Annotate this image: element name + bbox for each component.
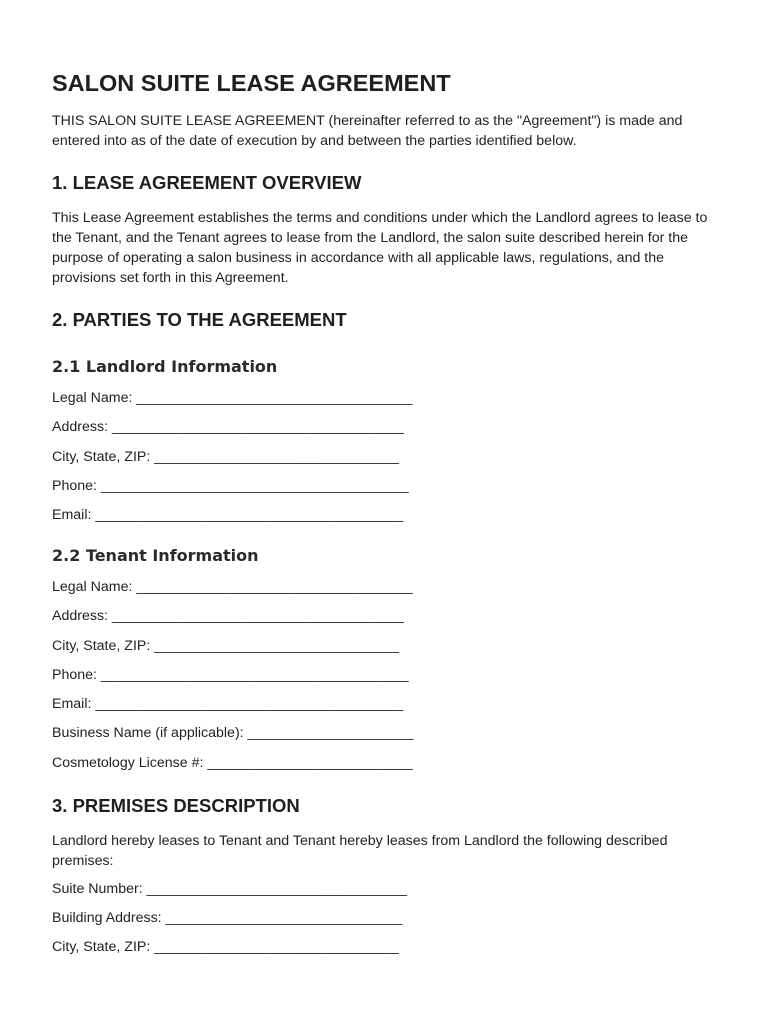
section-2-heading: 2. PARTIES TO THE AGREEMENT [52,309,347,330]
premises-city-state-zip-field[interactable]: City, State, ZIP: _______________________________ [52,939,399,955]
landlord-address-field[interactable]: Address: _____________________________________ [52,419,404,435]
tenant-info-heading: 2.2 Tenant Information [52,546,259,565]
document-title: SALON SUITE LEASE AGREEMENT [52,70,451,96]
landlord-info-heading: 2.1 Landlord Information [52,357,278,376]
tenant-license-field[interactable]: Cosmetology License #: __________________________ [52,755,413,771]
tenant-legal-name-field[interactable]: Legal Name: ___________________________________ [52,579,413,595]
tenant-city-state-zip-field[interactable]: City, State, ZIP: _______________________________ [52,638,399,654]
section-3-body: Landlord hereby leases to Tenant and Tenant hereby leases from Landlord the following described premises: [52,833,668,869]
tenant-business-name-field[interactable]: Business Name (if applicable): _____________________ [52,725,414,741]
suite-number-field[interactable]: Suite Number: _________________________________ [52,881,408,897]
section-3-heading: 3. PREMISES DESCRIPTION [52,795,300,816]
section-1-heading: 1. LEASE AGREEMENT OVERVIEW [52,172,362,193]
landlord-legal-name-field[interactable]: Legal Name: ___________________________________ [52,390,413,406]
landlord-city-state-zip-field[interactable]: City, State, ZIP: _______________________________ [52,449,399,465]
tenant-email-field[interactable]: Email: _______________________________________ [52,696,404,712]
tenant-address-field[interactable]: Address: _____________________________________ [52,608,404,624]
landlord-email-field[interactable]: Email: _______________________________________ [52,507,404,523]
landlord-phone-field[interactable]: Phone: _______________________________________ [52,478,409,494]
tenant-phone-field[interactable]: Phone: _______________________________________ [52,667,409,683]
building-address-field[interactable]: Building Address: ______________________________ [52,910,403,926]
intro-paragraph: THIS SALON SUITE LEASE AGREEMENT (hereinafter referred to as the "Agreement") is made and entered into as of the date of execution by and between the parties identified below. [52,113,683,149]
section-1-body: This Lease Agreement establishes the terms and conditions under which the Landlord agrees to lease to the Tenant, and the Tenant agrees to lease from the Landlord, the salon suite described herein for the purpose of operating a salon business in accordance with all applicable laws, regulations, and the provisions set forth in this Agreement. [52,210,708,286]
